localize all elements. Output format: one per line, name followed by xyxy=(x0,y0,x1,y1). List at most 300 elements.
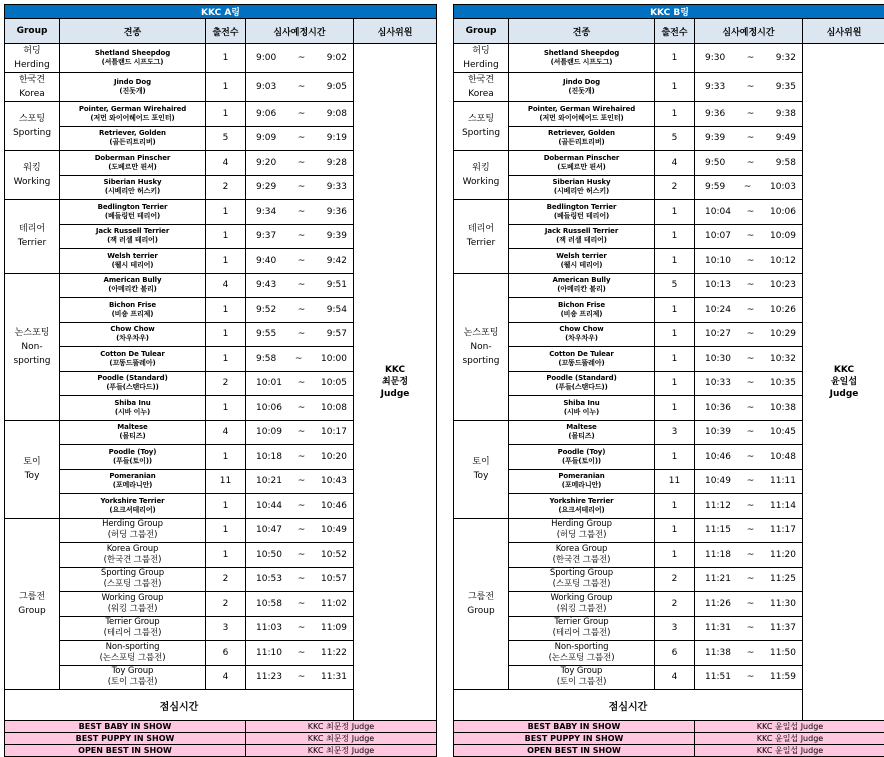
breed-name-ko: (워킹 그룹전) xyxy=(509,604,654,615)
entry-count: 4 xyxy=(206,665,246,690)
time-separator: ~ xyxy=(747,501,755,511)
breed-cell xyxy=(509,249,655,274)
breed-name: Pointer, German Wirehaired xyxy=(509,105,654,114)
breed-name-ko: (논스포팅 그룹전) xyxy=(60,653,205,664)
start-time: 11:03 xyxy=(256,623,282,633)
breed-cell xyxy=(509,175,655,200)
group-cell xyxy=(5,420,60,518)
time-separator: ~ xyxy=(298,158,306,168)
entry-count: 2 xyxy=(206,592,246,617)
schedule-time xyxy=(246,543,354,568)
entry-count: 1 xyxy=(655,249,695,274)
entry-count: 2 xyxy=(206,371,246,396)
time-separator: ~ xyxy=(295,354,303,364)
breed-cell xyxy=(60,469,206,494)
breed-name: Poodle (Toy) xyxy=(509,448,654,457)
entry-count: 1 xyxy=(206,224,246,249)
end-time: 9:32 xyxy=(776,53,796,63)
breed-name: Cotton De Tulear xyxy=(509,350,654,359)
entry-count: 1 xyxy=(206,543,246,568)
group-name-en: Korea xyxy=(454,87,508,101)
column-header-judges: 심사위원 xyxy=(803,19,884,44)
entry-count: 1 xyxy=(655,347,695,372)
end-time: 10:57 xyxy=(321,574,347,584)
breed-name: Welsh terrier xyxy=(509,252,654,261)
breed-name: Jindo Dog xyxy=(60,78,205,87)
breed-cell xyxy=(60,273,206,298)
start-time: 9:34 xyxy=(256,207,276,217)
breed-cell xyxy=(60,445,206,470)
entry-count: 1 xyxy=(206,322,246,347)
entry-count: 5 xyxy=(655,273,695,298)
schedule-time xyxy=(695,151,803,176)
breed-name: Maltese xyxy=(60,423,205,432)
group-name-en: Non-sporting xyxy=(454,340,508,368)
breed-name: Working Group xyxy=(509,593,654,604)
time-separator: ~ xyxy=(747,329,755,339)
ring-title: KKC A링 xyxy=(5,5,437,19)
breed-name-ko: (푸들(토이)) xyxy=(509,457,654,466)
entry-count: 2 xyxy=(206,567,246,592)
group-name-en: Group xyxy=(454,604,508,618)
end-time: 11:20 xyxy=(770,550,796,560)
time-separator: ~ xyxy=(298,133,306,143)
group-name-ko: 워킹 xyxy=(454,161,508,175)
breed-name-ko: (베들링턴 테리어) xyxy=(60,212,205,221)
start-time: 10:10 xyxy=(705,256,731,266)
breed-name-ko: (푸들(스탠다드)) xyxy=(60,383,205,392)
breed-name-ko: (요크셔테리어) xyxy=(509,506,654,515)
time-separator: ~ xyxy=(298,550,306,560)
schedule-time xyxy=(695,494,803,519)
end-time: 10:00 xyxy=(321,354,347,364)
breed-cell xyxy=(60,420,206,445)
breed-cell xyxy=(60,200,206,225)
breed-name-ko: (허딩 그룹전) xyxy=(60,530,205,541)
time-separator: ~ xyxy=(298,525,306,535)
group-name-ko: 토이 xyxy=(5,455,59,469)
breed-name: Shiba Inu xyxy=(60,399,205,408)
start-time: 10:46 xyxy=(705,452,731,462)
breed-name-ko: (푸들(토이)) xyxy=(60,457,205,466)
column-header-breed: 견종 xyxy=(509,19,655,44)
time-separator: ~ xyxy=(298,672,306,682)
entry-count: 1 xyxy=(655,445,695,470)
start-time: 10:13 xyxy=(705,280,731,290)
end-time: 11:22 xyxy=(321,648,347,658)
breed-name: Retriever, Golden xyxy=(60,129,205,138)
start-time: 10:30 xyxy=(705,354,731,364)
time-separator: ~ xyxy=(298,231,306,241)
breed-name-ko: (도베르만 핀셔) xyxy=(60,163,205,172)
start-time: 10:21 xyxy=(256,476,282,486)
group-name-ko: 워킹 xyxy=(5,161,59,175)
time-separator: ~ xyxy=(298,501,306,511)
schedule-time xyxy=(695,73,803,102)
schedule-time xyxy=(695,347,803,372)
start-time: 10:47 xyxy=(256,525,282,535)
breed-name: Yorkshire Terrier xyxy=(60,497,205,506)
entry-count: 11 xyxy=(655,469,695,494)
schedule-time xyxy=(695,641,803,666)
start-time: 10:53 xyxy=(256,574,282,584)
table-row xyxy=(5,44,437,73)
entry-count: 1 xyxy=(655,371,695,396)
time-separator: ~ xyxy=(298,53,306,63)
best-in-show-label: BEST BABY IN SHOW xyxy=(5,721,246,733)
breed-name: Sporting Group xyxy=(509,568,654,579)
time-separator: ~ xyxy=(747,599,755,609)
schedule-time xyxy=(246,469,354,494)
start-time: 11:21 xyxy=(705,574,731,584)
group-name-en: Sporting xyxy=(454,126,508,140)
start-time: 11:51 xyxy=(705,672,731,682)
judge-line: 윤일섭 xyxy=(803,376,884,388)
breed-name: Korea Group xyxy=(509,544,654,555)
end-time: 10:29 xyxy=(770,329,796,339)
start-time: 9:36 xyxy=(705,109,725,119)
entry-count: 6 xyxy=(655,641,695,666)
best-in-show-row xyxy=(5,745,437,757)
breed-name-ko: (아메리칸 불리) xyxy=(60,285,205,294)
breed-name-ko: (한국견 그룹전) xyxy=(509,555,654,566)
schedule-time xyxy=(695,102,803,127)
end-time: 10:17 xyxy=(321,427,347,437)
breed-cell xyxy=(60,73,206,102)
entry-count: 3 xyxy=(206,616,246,641)
end-time: 10:38 xyxy=(770,403,796,413)
group-name-en: Terrier xyxy=(454,236,508,250)
breed-name: Terrier Group xyxy=(509,617,654,628)
time-separator: ~ xyxy=(747,109,755,119)
breed-name: Jindo Dog xyxy=(509,78,654,87)
group-name-en: Herding xyxy=(454,58,508,72)
time-separator: ~ xyxy=(747,305,755,315)
entry-count: 4 xyxy=(206,273,246,298)
time-separator: ~ xyxy=(298,256,306,266)
start-time: 11:23 xyxy=(256,672,282,682)
group-name-ko: 토이 xyxy=(454,455,508,469)
end-time: 10:23 xyxy=(770,280,796,290)
schedule-time xyxy=(695,445,803,470)
breed-name: Bichon Frise xyxy=(509,301,654,310)
group-name-ko: 스포팅 xyxy=(5,112,59,126)
schedule-time xyxy=(246,665,354,690)
group-name-en: Non-sporting xyxy=(5,340,59,368)
schedule-time xyxy=(246,641,354,666)
group-cell xyxy=(454,518,509,690)
breed-cell xyxy=(60,249,206,274)
schedule-time xyxy=(695,322,803,347)
schedule-time xyxy=(246,200,354,225)
breed-name: Siberian Husky xyxy=(60,178,205,187)
breed-name-ko: (시바 이누) xyxy=(60,408,205,417)
schedule-time xyxy=(695,616,803,641)
group-cell xyxy=(5,518,60,690)
start-time: 10:44 xyxy=(256,501,282,511)
ring-b-schedule xyxy=(453,4,884,757)
best-in-show-judge: KKC 윤일섭 Judge xyxy=(695,745,884,757)
best-in-show-judge: KKC 최문정 Judge xyxy=(246,733,437,745)
schedule-time xyxy=(246,73,354,102)
start-time: 10:06 xyxy=(256,403,282,413)
end-time: 9:42 xyxy=(327,256,347,266)
time-separator: ~ xyxy=(747,256,755,266)
breed-name: American Bully xyxy=(60,276,205,285)
time-separator: ~ xyxy=(298,109,306,119)
entry-count: 1 xyxy=(206,445,246,470)
schedule-time xyxy=(246,420,354,445)
end-time: 9:02 xyxy=(327,53,347,63)
time-separator: ~ xyxy=(298,329,306,339)
time-separator: ~ xyxy=(747,53,755,63)
group-name-en: Toy xyxy=(454,469,508,483)
group-name-ko: 논스포팅 xyxy=(454,326,508,340)
entry-count: 3 xyxy=(655,420,695,445)
time-separator: ~ xyxy=(747,574,755,584)
breed-name: Retriever, Golden xyxy=(509,129,654,138)
breed-cell xyxy=(509,371,655,396)
breed-name-ko: (요크셔테리어) xyxy=(60,506,205,515)
breed-name-ko: (허딩 그룹전) xyxy=(509,530,654,541)
breed-cell xyxy=(509,102,655,127)
judge-line: KKC xyxy=(354,364,436,376)
schedule-time xyxy=(246,616,354,641)
breed-name-ko: (논스포팅 그룹전) xyxy=(509,653,654,664)
group-name-ko: 한국견 xyxy=(454,73,508,87)
breed-cell xyxy=(60,665,206,690)
entry-count: 1 xyxy=(206,102,246,127)
breed-cell xyxy=(60,518,206,543)
schedule-time xyxy=(246,151,354,176)
group-name-ko: 테리어 xyxy=(5,222,59,236)
entry-count: 1 xyxy=(655,224,695,249)
schedule-time xyxy=(695,249,803,274)
best-in-show-row xyxy=(5,721,437,733)
breed-name: Welsh terrier xyxy=(60,252,205,261)
breed-cell xyxy=(509,200,655,225)
breed-cell xyxy=(509,73,655,102)
group-cell xyxy=(454,273,509,420)
start-time: 9:03 xyxy=(256,82,276,92)
entry-count: 1 xyxy=(655,518,695,543)
entry-count: 1 xyxy=(206,298,246,323)
breed-cell xyxy=(60,126,206,151)
column-header-group: Group xyxy=(5,19,60,44)
entry-count: 11 xyxy=(206,469,246,494)
time-separator: ~ xyxy=(298,82,306,92)
end-time: 11:30 xyxy=(770,599,796,609)
schedule-time xyxy=(695,518,803,543)
breed-name-ko: (베들링턴 테리어) xyxy=(509,212,654,221)
breed-cell xyxy=(509,665,655,690)
end-time: 9:54 xyxy=(327,305,347,315)
ring-title: KKC B링 xyxy=(454,5,884,19)
schedule-time xyxy=(695,273,803,298)
judge-cell xyxy=(803,44,884,721)
breed-name: Working Group xyxy=(60,593,205,604)
group-name-en: Sporting xyxy=(5,126,59,140)
entry-count: 1 xyxy=(206,518,246,543)
breed-name-ko: (꼬똥드뚤레아) xyxy=(60,359,205,368)
time-separator: ~ xyxy=(298,452,306,462)
breed-cell xyxy=(509,616,655,641)
time-separator: ~ xyxy=(298,182,306,192)
breed-name: Pointer, German Wirehaired xyxy=(60,105,205,114)
breed-cell xyxy=(509,298,655,323)
breed-name-ko: (비숑 프리제) xyxy=(509,310,654,319)
entry-count: 1 xyxy=(206,44,246,73)
breed-name-ko: (시베리안 허스키) xyxy=(509,187,654,196)
time-separator: ~ xyxy=(747,403,755,413)
breed-name: American Bully xyxy=(509,276,654,285)
breed-name: Bedlington Terrier xyxy=(509,203,654,212)
breed-name: Chow Chow xyxy=(509,325,654,334)
end-time: 10:06 xyxy=(770,207,796,217)
end-time: 9:33 xyxy=(327,182,347,192)
breed-name: Bichon Frise xyxy=(60,301,205,310)
table-row xyxy=(454,44,884,73)
start-time: 11:18 xyxy=(705,550,731,560)
schedule-time xyxy=(246,396,354,421)
end-time: 9:39 xyxy=(327,231,347,241)
end-time: 11:31 xyxy=(321,672,347,682)
breed-cell xyxy=(60,592,206,617)
breed-name: Maltese xyxy=(509,423,654,432)
schedule-time xyxy=(246,494,354,519)
time-separator: ~ xyxy=(747,550,755,560)
schedule-time xyxy=(246,298,354,323)
entry-count: 1 xyxy=(655,543,695,568)
breed-name: Herding Group xyxy=(60,519,205,530)
schedule-time xyxy=(695,371,803,396)
breed-cell xyxy=(60,567,206,592)
start-time: 10:33 xyxy=(705,378,731,388)
start-time: 9:06 xyxy=(256,109,276,119)
time-separator: ~ xyxy=(298,648,306,658)
breed-name: Shiba Inu xyxy=(509,399,654,408)
breed-cell xyxy=(509,494,655,519)
group-cell xyxy=(5,273,60,420)
time-separator: ~ xyxy=(747,476,755,486)
end-time: 10:05 xyxy=(321,378,347,388)
breed-name-ko: (포메라니안) xyxy=(509,481,654,490)
column-header-schedule: 심사예정시간 xyxy=(695,19,803,44)
end-time: 11:59 xyxy=(770,672,796,682)
start-time: 10:09 xyxy=(256,427,282,437)
breed-cell xyxy=(60,616,206,641)
end-time: 10:20 xyxy=(321,452,347,462)
entry-count: 1 xyxy=(655,44,695,73)
time-separator: ~ xyxy=(298,476,306,486)
entry-count: 1 xyxy=(655,200,695,225)
start-time: 9:29 xyxy=(256,182,276,192)
breed-cell xyxy=(60,322,206,347)
breed-name-ko: (차우차우) xyxy=(509,334,654,343)
breed-name-ko: (골든리트리버) xyxy=(509,138,654,147)
schedule-time xyxy=(246,249,354,274)
end-time: 11:25 xyxy=(770,574,796,584)
start-time: 10:18 xyxy=(256,452,282,462)
time-separator: ~ xyxy=(298,378,306,388)
breed-name: Jack Russell Terrier xyxy=(509,227,654,236)
end-time: 9:51 xyxy=(327,280,347,290)
group-name-en: Terrier xyxy=(5,236,59,250)
schedule-time xyxy=(695,543,803,568)
entry-count: 1 xyxy=(655,494,695,519)
time-separator: ~ xyxy=(747,525,755,535)
start-time: 11:38 xyxy=(705,648,731,658)
breed-name-ko: (셔틀랜드 시프도그) xyxy=(60,58,205,67)
breed-cell xyxy=(60,44,206,73)
start-time: 10:01 xyxy=(256,378,282,388)
start-time: 10:49 xyxy=(705,476,731,486)
time-separator: ~ xyxy=(747,82,755,92)
schedule-time xyxy=(246,224,354,249)
breed-cell xyxy=(60,151,206,176)
start-time: 9:20 xyxy=(256,158,276,168)
start-time: 9:59 xyxy=(705,182,725,192)
breed-cell xyxy=(509,322,655,347)
breed-name-ko: (토이 그룹전) xyxy=(60,677,205,688)
entry-count: 4 xyxy=(655,665,695,690)
group-name-ko: 허딩 xyxy=(454,44,508,58)
entry-count: 1 xyxy=(206,73,246,102)
breed-name-ko: (웰시 테리어) xyxy=(60,261,205,270)
breed-name: Doberman Pinscher xyxy=(60,154,205,163)
best-in-show-label: OPEN BEST IN SHOW xyxy=(5,745,246,757)
schedule-time xyxy=(695,175,803,200)
start-time: 9:39 xyxy=(705,133,725,143)
breed-name-ko: (몰티즈) xyxy=(509,432,654,441)
breed-name-ko: (잭 러셀 테리어) xyxy=(509,236,654,245)
group-name-en: Korea xyxy=(5,87,59,101)
judge-line: Judge xyxy=(803,388,884,400)
breed-cell xyxy=(60,102,206,127)
best-in-show-judge: KKC 윤일섭 Judge xyxy=(695,733,884,745)
entry-count: 2 xyxy=(655,567,695,592)
breed-name: Siberian Husky xyxy=(509,178,654,187)
start-time: 10:07 xyxy=(705,231,731,241)
best-in-show-row xyxy=(454,721,884,733)
entry-count: 1 xyxy=(655,298,695,323)
start-time: 9:09 xyxy=(256,133,276,143)
start-time: 9:37 xyxy=(256,231,276,241)
breed-cell xyxy=(509,641,655,666)
end-time: 10:45 xyxy=(770,427,796,437)
end-time: 11:11 xyxy=(770,476,796,486)
start-time: 10:36 xyxy=(705,403,731,413)
breed-cell xyxy=(60,224,206,249)
breed-cell xyxy=(509,273,655,298)
breed-cell xyxy=(60,175,206,200)
breed-name: Poodle (Standard) xyxy=(509,374,654,383)
entry-count: 1 xyxy=(206,396,246,421)
group-name-en: Group xyxy=(5,604,59,618)
breed-cell xyxy=(509,518,655,543)
start-time: 11:15 xyxy=(705,525,731,535)
start-time: 9:40 xyxy=(256,256,276,266)
judge-line: 최문정 xyxy=(354,376,436,388)
best-in-show-judge: KKC 최문정 Judge xyxy=(246,721,437,733)
end-time: 9:35 xyxy=(776,82,796,92)
time-separator: ~ xyxy=(747,133,755,143)
end-time: 10:52 xyxy=(321,550,347,560)
schedule-time xyxy=(246,126,354,151)
group-name-ko: 테리어 xyxy=(454,222,508,236)
breed-name: Terrier Group xyxy=(60,617,205,628)
column-header-group: Group xyxy=(454,19,509,44)
